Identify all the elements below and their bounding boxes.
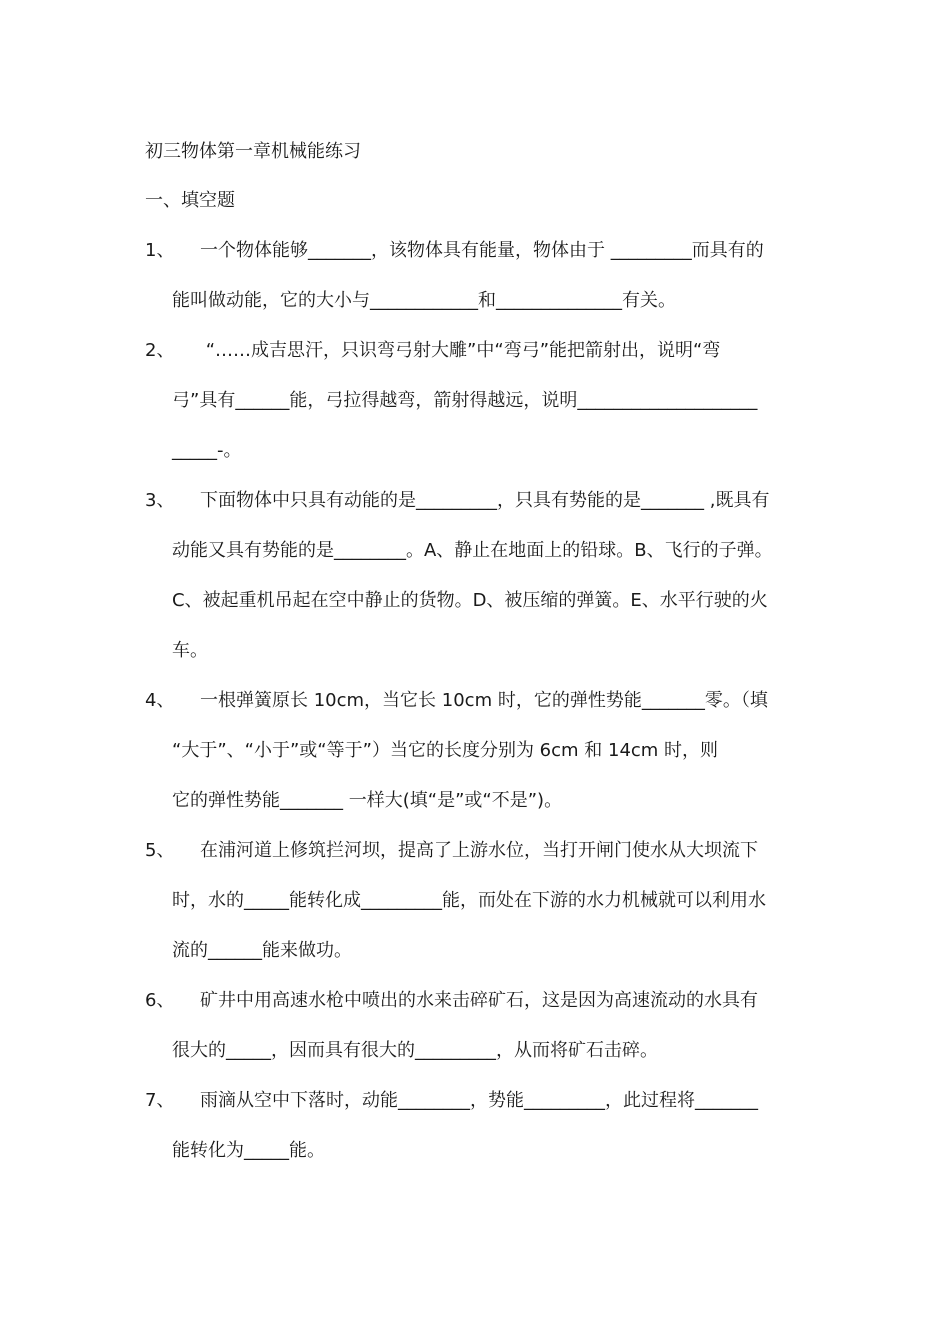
question-line: 能叫做动能，它的大小与____________和______________有关。: [172, 290, 676, 311]
question-number: 2、: [145, 340, 175, 361]
question-line: _____-。: [172, 440, 242, 461]
question-line: 弓”具有______能，弓拉得越弯，箭射得越远，说明____________________: [172, 390, 758, 411]
document-title: 初三物体第一章机械能练习: [145, 141, 361, 162]
question-number: 5、: [145, 840, 175, 861]
question-line: 流的______能来做功。: [172, 940, 352, 961]
question-line: 雨滴从空中下落时，动能________，势能_________，此过程将_______: [200, 1090, 758, 1111]
question-line: 它的弹性势能_______ 一样大(填“是”或“不是”)。: [172, 790, 563, 811]
question-line: 时，水的_____能转化成_________能，而处在下游的水力机械就可以利用水: [172, 890, 766, 911]
section-heading: 一、填空题: [145, 190, 235, 211]
question-line: 一根弹簧原长 10cm，当它长 10cm 时，它的弹性势能_______零。（填: [200, 690, 768, 711]
question-line: 车。: [172, 640, 208, 661]
question-number: 7、: [145, 1090, 175, 1111]
question-line: 动能又具有势能的是________。A、静止在地面上的铅球。B、飞行的子弹。: [172, 540, 773, 561]
question-line: 能转化为_____能。: [172, 1140, 325, 1161]
question-line: “……成吉思汗，只识弯弓射大雕”中“弯弓”能把箭射出，说明“弯: [200, 340, 721, 361]
question-line: 一个物体能够_______，该物体具有能量，物体由于 _________而具有的: [200, 240, 764, 261]
question-number: 1、: [145, 240, 175, 261]
question-line: 下面物体中只具有动能的是_________，只具有势能的是_______ ,既具有: [200, 490, 770, 511]
question-number: 4、: [145, 690, 175, 711]
question-number: 3、: [145, 490, 175, 511]
question-line: 很大的_____，因而具有很大的_________，从而将矿石击碎。: [172, 1040, 658, 1061]
question-number: 6、: [145, 990, 175, 1011]
question-line: C、被起重机吊起在空中静止的货物。D、被压缩的弹簧。E、水平行驶的火: [172, 590, 768, 611]
question-line: 矿井中用高速水枪中喷出的水来击碎矿石，这是因为高速流动的水具有: [200, 990, 758, 1011]
question-line: “大于”、“小于”或“等于”）当它的长度分别为 6cm 和 14cm 时，则: [172, 740, 719, 761]
question-line: 在浦河道上修筑拦河坝，提高了上游水位，当打开闸门使水从大坝流下: [200, 840, 758, 861]
